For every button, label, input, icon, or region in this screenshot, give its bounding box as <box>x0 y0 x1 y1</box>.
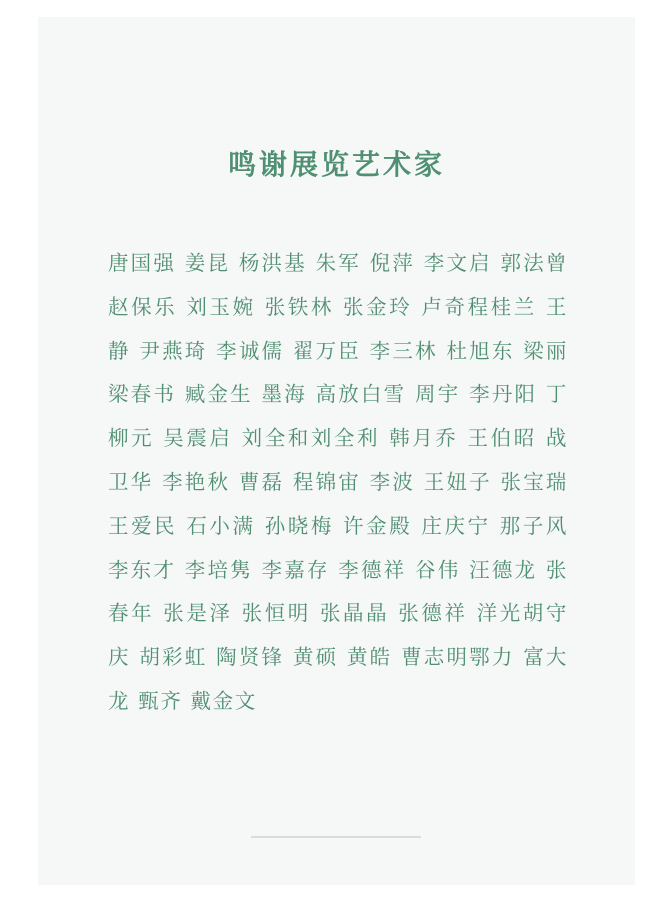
footer-divider <box>251 836 421 838</box>
artist-name-list: 唐国强 姜昆 杨洪基 朱军 倪萍 李文启 郭法曾 赵保乐 刘玉婉 张铁林 张金玲 卢奇程桂兰 王静 尹燕琦 李诚儒 翟万臣 李三林 杜旭东 梁丽 梁春书 臧金生 墨海 高放白雪 周宇 李丹阳 丁柳元 吴震启 刘全和刘全利 韩月乔 王伯昭 战卫华 李艳秋 曹磊 程锦宙 李波 王妞子 张宝瑞 王爱民 石小满 孙晓梅 许金殿 庄庆宁 那子风 李东才 李培隽 李嘉存 李德祥 谷伟 汪德龙 张春年 张是泽 张恒明 张晶晶 张德祥 洋光胡守庆 胡彩虹 陶贤锋 黄硕 黄皓 曹志明鄂力 富大龙 甄齐 戴金文 <box>108 251 568 713</box>
acknowledgement-card <box>38 17 635 885</box>
page-title: 鸣谢展览艺术家 <box>227 148 445 181</box>
